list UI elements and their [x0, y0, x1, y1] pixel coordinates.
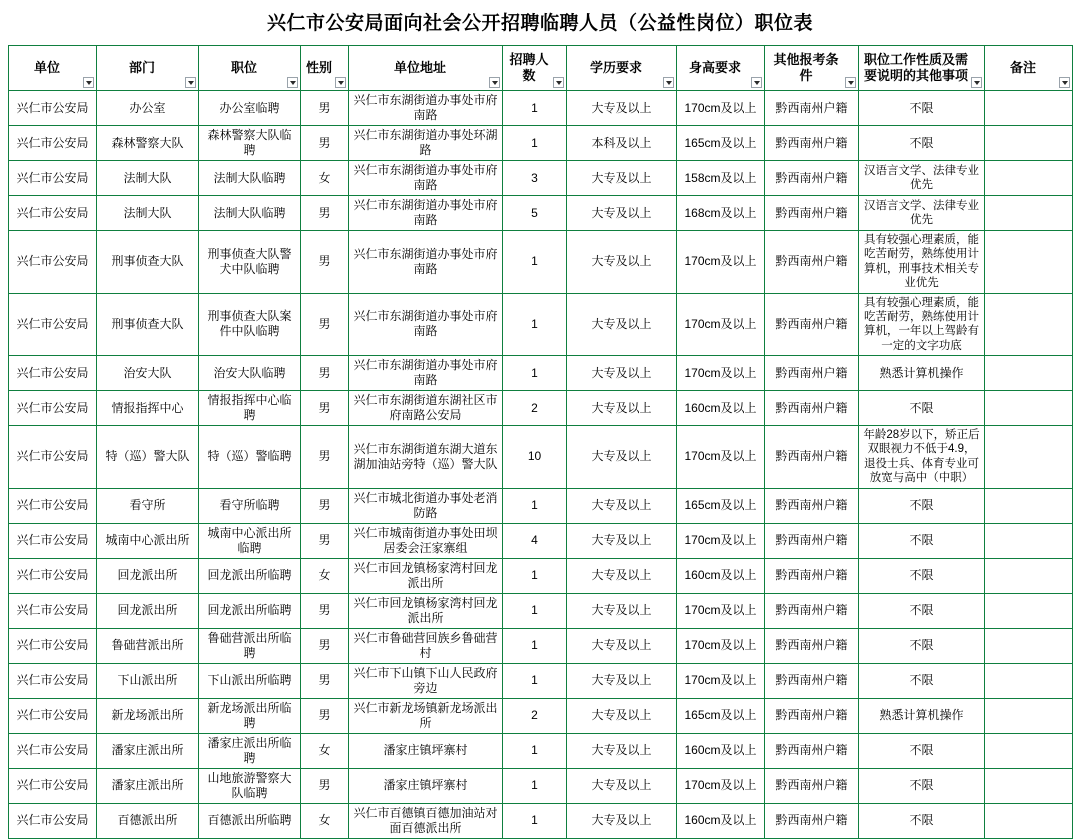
cell-height: 160cm及以上: [677, 733, 765, 768]
cell-remark: [985, 803, 1073, 838]
cell-education: 大专及以上: [567, 391, 677, 426]
cell-gender: 男: [301, 768, 349, 803]
cell-height: 168cm及以上: [677, 196, 765, 231]
cell-other-conditions: 黔西南州户籍: [765, 733, 859, 768]
cell-count: 1: [503, 768, 567, 803]
cell-education: 大专及以上: [567, 628, 677, 663]
cell-address: 兴仁市东湖街道东湖社区市府南路公安局: [349, 391, 503, 426]
cell-remark: [985, 628, 1073, 663]
table-row: [9, 663, 1073, 698]
cell-remark: [985, 558, 1073, 593]
cell-unit: 兴仁市公安局: [9, 768, 97, 803]
cell-gender: 男: [301, 663, 349, 698]
cell-height: 158cm及以上: [677, 161, 765, 196]
cell-height: 160cm及以上: [677, 558, 765, 593]
cell-dept: 刑事侦查大队: [97, 231, 199, 294]
cell-job-nature: 汉语言文学、法律专业优先: [859, 161, 985, 196]
page-title: 兴仁市公安局面向社会公开招聘临聘人员（公益性岗位）职位表: [266, 13, 813, 34]
cell-address: 潘家庄镇坪寨村: [349, 768, 503, 803]
cell-position: 潘家庄派出所临聘: [199, 733, 301, 768]
cell-dept: 特（巡）警大队: [97, 426, 199, 489]
cell-height: 170cm及以上: [677, 293, 765, 356]
cell-other-conditions: 黔西南州户籍: [765, 523, 859, 558]
cell-unit: 兴仁市公安局: [9, 356, 97, 391]
cell-position: 回龙派出所临聘: [199, 593, 301, 628]
cell-count: 1: [503, 293, 567, 356]
cell-dept: 办公室: [97, 91, 199, 126]
cell-address: 兴仁市城南街道办事处田坝居委会汪家寨组: [349, 523, 503, 558]
cell-education: 大专及以上: [567, 803, 677, 838]
cell-other-conditions: 黔西南州户籍: [765, 196, 859, 231]
filter-dropdown-icon[interactable]: [553, 77, 564, 88]
cell-education: 大专及以上: [567, 91, 677, 126]
cell-dept: 治安大队: [97, 356, 199, 391]
cell-dept: 情报指挥中心: [97, 391, 199, 426]
column-header-position[interactable]: [199, 46, 301, 91]
cell-education: 大专及以上: [567, 698, 677, 733]
table-row: [9, 593, 1073, 628]
cell-remark: [985, 593, 1073, 628]
cell-address: 兴仁市城北街道办事处老消防路: [349, 488, 503, 523]
cell-gender: 男: [301, 91, 349, 126]
cell-height: 170cm及以上: [677, 231, 765, 294]
column-header-position-label: 职位: [230, 59, 257, 75]
cell-other-conditions: 黔西南州户籍: [765, 768, 859, 803]
cell-gender: 男: [301, 698, 349, 733]
column-header-gender[interactable]: [301, 46, 349, 91]
cell-dept: 看守所: [97, 488, 199, 523]
column-header-job-nature-label: 职位工作性质及需要说明的其他事项: [863, 51, 968, 83]
table-row: [9, 293, 1073, 356]
cell-job-nature: 汉语言文学、法律专业优先: [859, 196, 985, 231]
cell-gender: 男: [301, 356, 349, 391]
column-header-count[interactable]: [503, 46, 567, 91]
cell-remark: [985, 733, 1073, 768]
cell-position: 刑事侦查大队警犬中队临聘: [199, 231, 301, 294]
cell-job-nature: 不限: [859, 663, 985, 698]
cell-gender: 女: [301, 558, 349, 593]
cell-dept: 新龙场派出所: [97, 698, 199, 733]
cell-gender: 男: [301, 523, 349, 558]
cell-count: 1: [503, 91, 567, 126]
cell-count: 5: [503, 196, 567, 231]
column-header-height-label: 身高要求: [688, 59, 741, 75]
table-row: [9, 523, 1073, 558]
table-row: [9, 733, 1073, 768]
cell-job-nature: 不限: [859, 558, 985, 593]
cell-remark: [985, 126, 1073, 161]
cell-education: 大专及以上: [567, 231, 677, 294]
cell-height: 165cm及以上: [677, 126, 765, 161]
cell-count: 1: [503, 356, 567, 391]
column-header-remark-label: 备注: [1009, 59, 1036, 75]
cell-unit: 兴仁市公安局: [9, 593, 97, 628]
column-header-gender-label: 性别: [305, 59, 332, 75]
column-header-education-label: 学历要求: [589, 59, 642, 75]
cell-dept: 森林警察大队: [97, 126, 199, 161]
cell-count: 1: [503, 488, 567, 523]
cell-remark: [985, 91, 1073, 126]
cell-height: 165cm及以上: [677, 488, 765, 523]
cell-count: 1: [503, 231, 567, 294]
cell-position: 办公室临聘: [199, 91, 301, 126]
cell-job-nature: 不限: [859, 733, 985, 768]
cell-position: 回龙派出所临聘: [199, 558, 301, 593]
cell-dept: 潘家庄派出所: [97, 768, 199, 803]
cell-dept: 城南中心派出所: [97, 523, 199, 558]
cell-address: 兴仁市百德镇百德加油站对面百德派出所: [349, 803, 503, 838]
cell-address: 兴仁市东湖街道办事处环湖路: [349, 126, 503, 161]
cell-education: 大专及以上: [567, 293, 677, 356]
column-header-unit[interactable]: [9, 46, 97, 91]
cell-address: 兴仁市东湖街道办事处市府南路: [349, 293, 503, 356]
cell-height: 170cm及以上: [677, 356, 765, 391]
cell-dept: 回龙派出所: [97, 558, 199, 593]
column-header-count-label: 招聘人数: [509, 51, 549, 83]
cell-remark: [985, 161, 1073, 196]
cell-height: 170cm及以上: [677, 426, 765, 489]
column-header-remark[interactable]: [985, 46, 1073, 91]
cell-other-conditions: 黔西南州户籍: [765, 231, 859, 294]
filter-dropdown-icon[interactable]: [83, 77, 94, 88]
cell-remark: [985, 426, 1073, 489]
table-row: [9, 126, 1073, 161]
cell-unit: 兴仁市公安局: [9, 391, 97, 426]
cell-address: 潘家庄镇坪寨村: [349, 733, 503, 768]
cell-gender: 男: [301, 593, 349, 628]
cell-address: 兴仁市鲁础营回族乡鲁础营村: [349, 628, 503, 663]
cell-gender: 男: [301, 293, 349, 356]
cell-education: 大专及以上: [567, 558, 677, 593]
cell-height: 170cm及以上: [677, 663, 765, 698]
column-header-education[interactable]: [567, 46, 677, 91]
cell-job-nature: 熟悉计算机操作: [859, 698, 985, 733]
cell-position: 法制大队临聘: [199, 196, 301, 231]
cell-position: 新龙场派出所临聘: [199, 698, 301, 733]
cell-education: 本科及以上: [567, 126, 677, 161]
column-header-height[interactable]: [677, 46, 765, 91]
cell-education: 大专及以上: [567, 196, 677, 231]
table-row: [9, 628, 1073, 663]
cell-job-nature: 不限: [859, 523, 985, 558]
table-row: [9, 803, 1073, 838]
cell-remark: [985, 391, 1073, 426]
cell-remark: [985, 698, 1073, 733]
cell-job-nature: 年龄28岁以下，矫正后双眼视力不低于4.9，退役士兵、体育专业可放宽与高中（中职）: [859, 426, 985, 489]
table-row: [9, 488, 1073, 523]
cell-position: 山地旅游警察大队临聘: [199, 768, 301, 803]
table-row: [9, 231, 1073, 294]
cell-count: 2: [503, 391, 567, 426]
cell-height: 170cm及以上: [677, 768, 765, 803]
cell-job-nature: 熟悉计算机操作: [859, 356, 985, 391]
cell-job-nature: 不限: [859, 803, 985, 838]
cell-height: 160cm及以上: [677, 803, 765, 838]
cell-gender: 男: [301, 488, 349, 523]
cell-other-conditions: 黔西南州户籍: [765, 126, 859, 161]
cell-gender: 女: [301, 803, 349, 838]
cell-other-conditions: 黔西南州户籍: [765, 558, 859, 593]
table-header-row: [9, 46, 1073, 91]
column-header-other-conditions-label: 其他报考条件: [773, 51, 839, 83]
cell-other-conditions: 黔西南州户籍: [765, 161, 859, 196]
cell-unit: 兴仁市公安局: [9, 231, 97, 294]
cell-height: 170cm及以上: [677, 91, 765, 126]
cell-other-conditions: 黔西南州户籍: [765, 488, 859, 523]
cell-position: 鲁础营派出所临聘: [199, 628, 301, 663]
cell-address: 兴仁市新龙场镇新龙场派出所: [349, 698, 503, 733]
cell-position: 森林警察大队临聘: [199, 126, 301, 161]
cell-job-nature: 具有较强心理素质，能吃苦耐劳，熟练使用计算机，刑事技术相关专业优先: [859, 231, 985, 294]
cell-count: 1: [503, 663, 567, 698]
cell-count: 10: [503, 426, 567, 489]
cell-other-conditions: 黔西南州户籍: [765, 293, 859, 356]
cell-unit: 兴仁市公安局: [9, 733, 97, 768]
cell-address: 兴仁市东湖街道办事处市府南路: [349, 196, 503, 231]
cell-position: 法制大队临聘: [199, 161, 301, 196]
cell-count: 1: [503, 733, 567, 768]
cell-job-nature: 不限: [859, 628, 985, 663]
table-row: [9, 91, 1073, 126]
job-positions-table: [8, 45, 1073, 839]
cell-remark: [985, 488, 1073, 523]
cell-unit: 兴仁市公安局: [9, 698, 97, 733]
cell-other-conditions: 黔西南州户籍: [765, 593, 859, 628]
cell-unit: 兴仁市公安局: [9, 196, 97, 231]
cell-education: 大专及以上: [567, 593, 677, 628]
cell-height: 170cm及以上: [677, 523, 765, 558]
cell-address: 兴仁市东湖街道东湖大道东湖加油站旁特（巡）警大队: [349, 426, 503, 489]
cell-height: 170cm及以上: [677, 628, 765, 663]
cell-dept: 潘家庄派出所: [97, 733, 199, 768]
cell-dept: 下山派出所: [97, 663, 199, 698]
cell-height: 160cm及以上: [677, 391, 765, 426]
cell-dept: 法制大队: [97, 161, 199, 196]
cell-unit: 兴仁市公安局: [9, 426, 97, 489]
cell-address: 兴仁市回龙镇杨家湾村回龙派出所: [349, 593, 503, 628]
filter-dropdown-icon[interactable]: [663, 77, 674, 88]
cell-education: 大专及以上: [567, 733, 677, 768]
cell-position: 百德派出所临聘: [199, 803, 301, 838]
cell-unit: 兴仁市公安局: [9, 628, 97, 663]
filter-dropdown-icon[interactable]: [185, 77, 196, 88]
table-row: [9, 558, 1073, 593]
cell-education: 大专及以上: [567, 523, 677, 558]
filter-dropdown-icon[interactable]: [489, 77, 500, 88]
cell-remark: [985, 231, 1073, 294]
cell-count: 2: [503, 698, 567, 733]
cell-count: 1: [503, 126, 567, 161]
cell-remark: [985, 768, 1073, 803]
cell-education: 大专及以上: [567, 488, 677, 523]
column-header-unit-label: 单位: [33, 59, 60, 75]
cell-other-conditions: 黔西南州户籍: [765, 628, 859, 663]
cell-count: 1: [503, 803, 567, 838]
cell-unit: 兴仁市公安局: [9, 663, 97, 698]
cell-job-nature: 不限: [859, 768, 985, 803]
cell-unit: 兴仁市公安局: [9, 558, 97, 593]
cell-gender: 男: [301, 426, 349, 489]
cell-position: 城南中心派出所临聘: [199, 523, 301, 558]
cell-other-conditions: 黔西南州户籍: [765, 698, 859, 733]
table-row: [9, 356, 1073, 391]
cell-height: 170cm及以上: [677, 593, 765, 628]
cell-dept: 百德派出所: [97, 803, 199, 838]
cell-remark: [985, 523, 1073, 558]
cell-remark: [985, 196, 1073, 231]
cell-count: 1: [503, 628, 567, 663]
cell-address: 兴仁市东湖街道办事处市府南路: [349, 161, 503, 196]
filter-dropdown-icon[interactable]: [971, 77, 982, 88]
cell-job-nature: 不限: [859, 126, 985, 161]
cell-other-conditions: 黔西南州户籍: [765, 91, 859, 126]
table-row: [9, 196, 1073, 231]
cell-count: 3: [503, 161, 567, 196]
column-header-address[interactable]: [349, 46, 503, 91]
table-row: [9, 426, 1073, 489]
filter-dropdown-icon[interactable]: [1059, 77, 1070, 88]
cell-count: 1: [503, 558, 567, 593]
table-row: [9, 698, 1073, 733]
cell-gender: 男: [301, 196, 349, 231]
cell-unit: 兴仁市公安局: [9, 803, 97, 838]
cell-dept: 刑事侦查大队: [97, 293, 199, 356]
column-header-job-nature[interactable]: [859, 46, 985, 91]
cell-other-conditions: 黔西南州户籍: [765, 356, 859, 391]
cell-job-nature: 不限: [859, 91, 985, 126]
cell-gender: 女: [301, 733, 349, 768]
cell-dept: 鲁础营派出所: [97, 628, 199, 663]
table-row: [9, 391, 1073, 426]
filter-dropdown-icon[interactable]: [751, 77, 762, 88]
cell-job-nature: 不限: [859, 391, 985, 426]
cell-education: 大专及以上: [567, 161, 677, 196]
cell-other-conditions: 黔西南州户籍: [765, 663, 859, 698]
cell-position: 下山派出所临聘: [199, 663, 301, 698]
column-header-address-label: 单位地址: [393, 59, 446, 75]
cell-unit: 兴仁市公安局: [9, 488, 97, 523]
cell-address: 兴仁市回龙镇杨家湾村回龙派出所: [349, 558, 503, 593]
cell-unit: 兴仁市公安局: [9, 161, 97, 196]
cell-education: 大专及以上: [567, 663, 677, 698]
cell-other-conditions: 黔西南州户籍: [765, 803, 859, 838]
cell-address: 兴仁市东湖街道办事处市府南路: [349, 91, 503, 126]
cell-unit: 兴仁市公安局: [9, 126, 97, 161]
cell-unit: 兴仁市公安局: [9, 523, 97, 558]
cell-position: 看守所临聘: [199, 488, 301, 523]
cell-job-nature: 不限: [859, 593, 985, 628]
column-header-dept-label: 部门: [128, 59, 155, 75]
cell-gender: 男: [301, 628, 349, 663]
cell-position: 特（巡）警临聘: [199, 426, 301, 489]
cell-unit: 兴仁市公安局: [9, 293, 97, 356]
table-body: [9, 91, 1073, 839]
cell-count: 1: [503, 593, 567, 628]
cell-gender: 男: [301, 126, 349, 161]
cell-position: 刑事侦查大队案件中队临聘: [199, 293, 301, 356]
filter-dropdown-icon[interactable]: [845, 77, 856, 88]
cell-job-nature: 不限: [859, 488, 985, 523]
column-header-other-conditions[interactable]: [765, 46, 859, 91]
filter-dropdown-icon[interactable]: [335, 77, 346, 88]
table-row: [9, 768, 1073, 803]
cell-education: 大专及以上: [567, 356, 677, 391]
cell-dept: 法制大队: [97, 196, 199, 231]
cell-gender: 男: [301, 231, 349, 294]
cell-remark: [985, 356, 1073, 391]
cell-dept: 回龙派出所: [97, 593, 199, 628]
cell-position: 治安大队临聘: [199, 356, 301, 391]
table-row: [9, 161, 1073, 196]
cell-position: 情报指挥中心临聘: [199, 391, 301, 426]
cell-address: 兴仁市下山镇下山人民政府旁边: [349, 663, 503, 698]
cell-remark: [985, 663, 1073, 698]
cell-education: 大专及以上: [567, 426, 677, 489]
cell-remark: [985, 293, 1073, 356]
cell-gender: 女: [301, 161, 349, 196]
filter-dropdown-icon[interactable]: [287, 77, 298, 88]
cell-job-nature: 具有较强心理素质，能吃苦耐劳，熟练使用计算机，一年以上驾龄有一定的文字功底: [859, 293, 985, 356]
cell-height: 165cm及以上: [677, 698, 765, 733]
cell-count: 4: [503, 523, 567, 558]
column-header-dept[interactable]: [97, 46, 199, 91]
cell-gender: 男: [301, 391, 349, 426]
cell-other-conditions: 黔西南州户籍: [765, 391, 859, 426]
cell-education: 大专及以上: [567, 768, 677, 803]
cell-other-conditions: 黔西南州户籍: [765, 426, 859, 489]
cell-address: 兴仁市东湖街道办事处市府南路: [349, 356, 503, 391]
cell-address: 兴仁市东湖街道办事处市府南路: [349, 231, 503, 294]
cell-unit: 兴仁市公安局: [9, 91, 97, 126]
